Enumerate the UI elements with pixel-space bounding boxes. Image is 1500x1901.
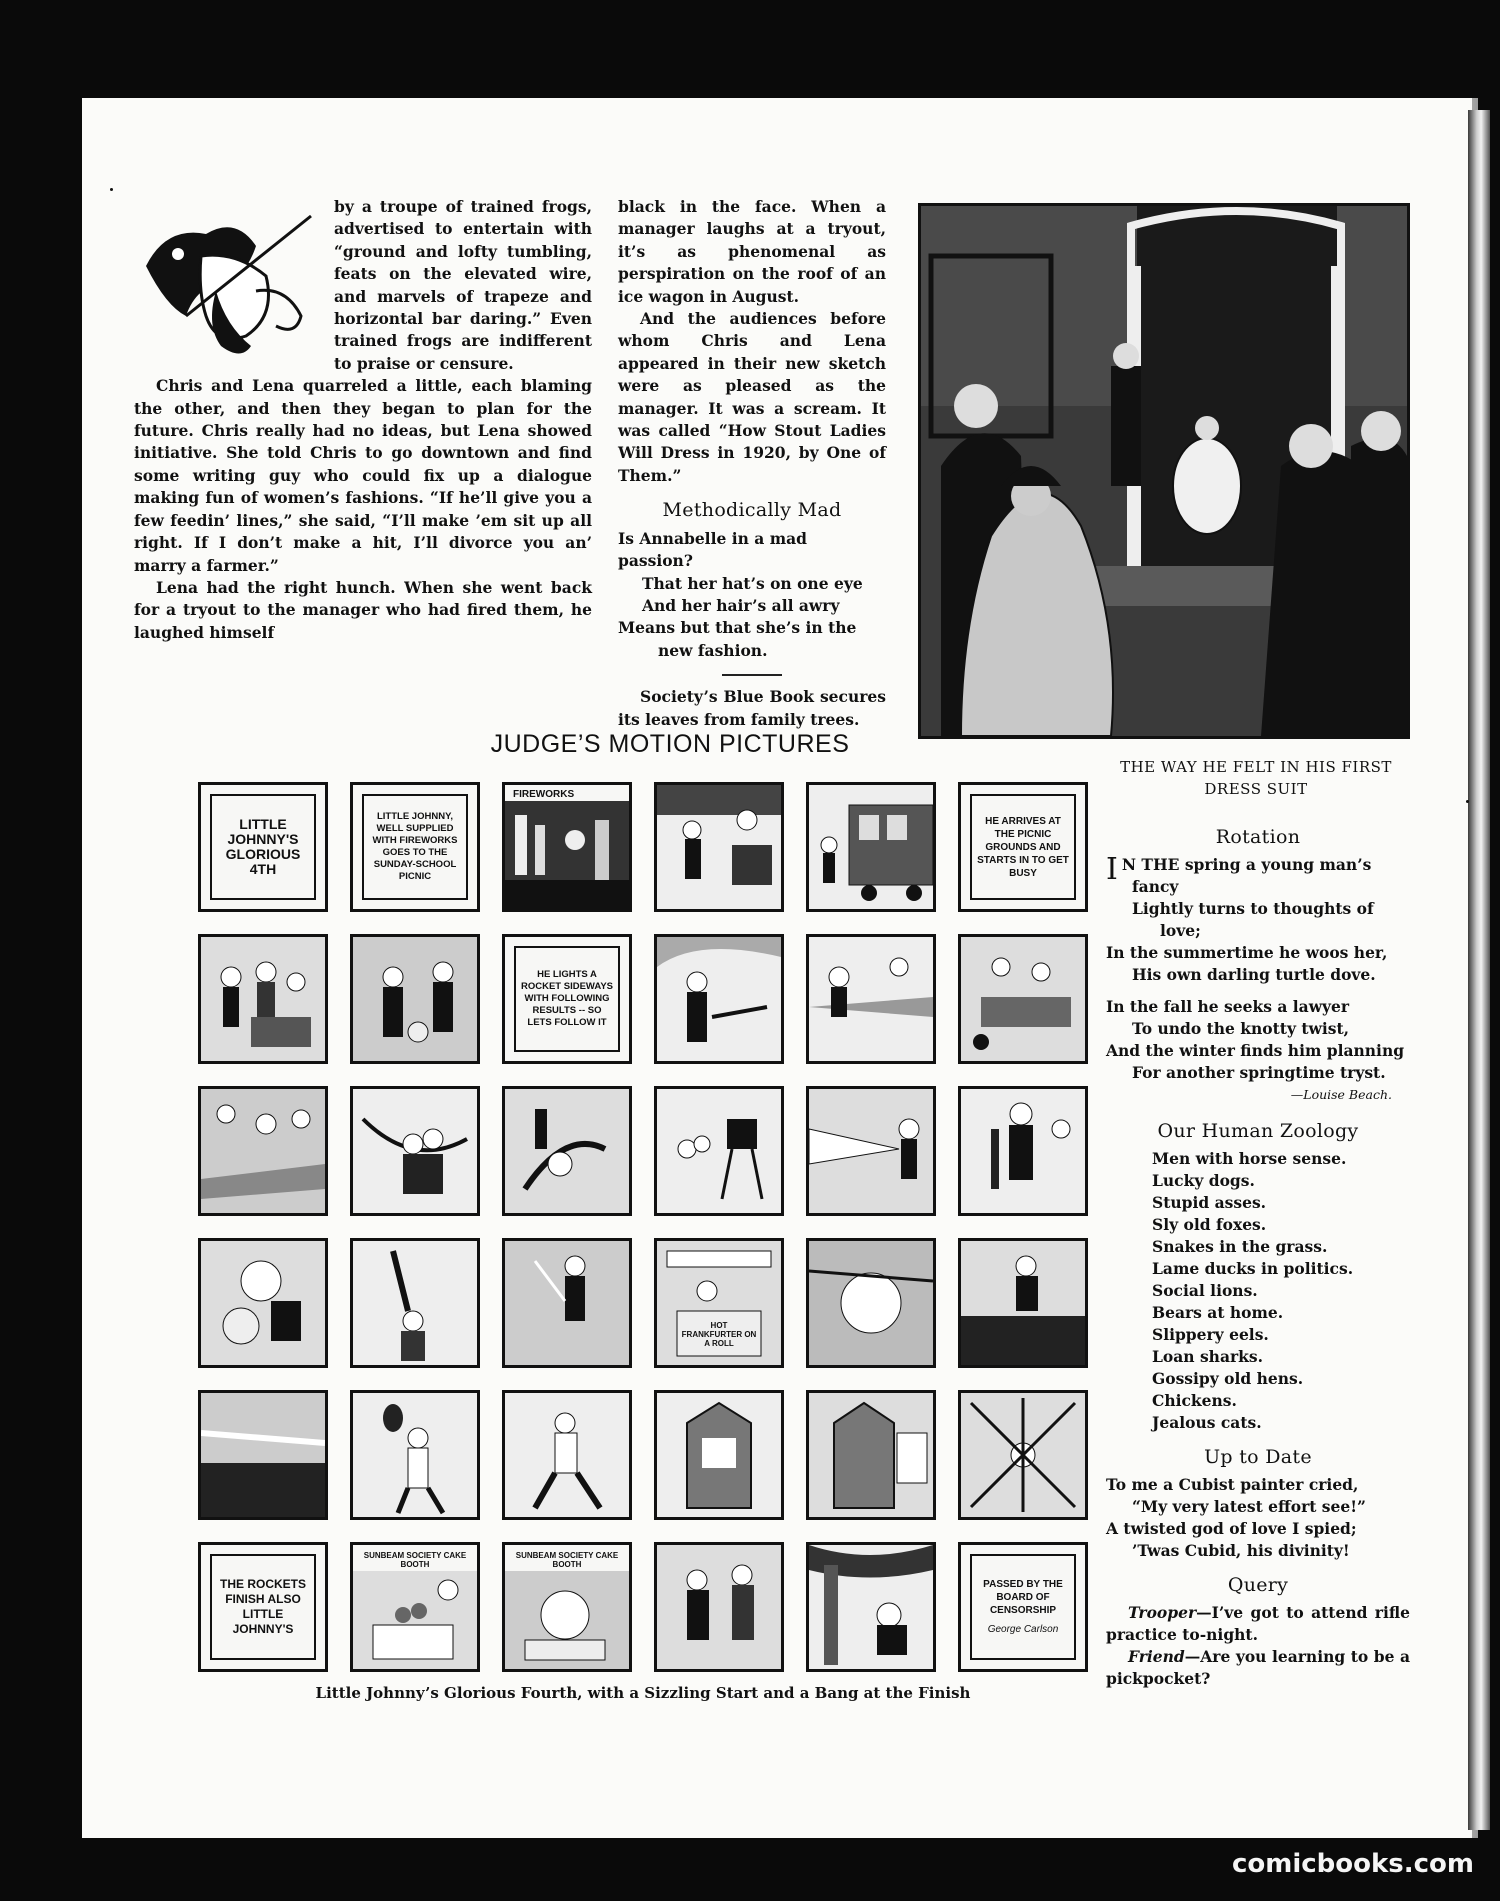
panel-caption-text: THE ROCKETS FINISH ALSO LITTLE JOHNNY'S <box>210 1554 316 1660</box>
methodically-mad-poem <box>618 528 886 662</box>
comic-panel-rocket-flight <box>806 934 936 1064</box>
comic-panel-caption-card <box>350 782 480 912</box>
list-item: Chickens. <box>1152 1391 1237 1410</box>
list-item: Social lions. <box>1152 1281 1258 1300</box>
section-divider <box>722 674 782 676</box>
comic-panel-rocket-girl <box>350 1238 480 1368</box>
comic-panel-outhouse-sign <box>806 1390 936 1520</box>
dress-suit-illustration <box>918 203 1410 739</box>
censorship-text: PASSED BY THE BOARD OF CENSORSHIP <box>983 1579 1063 1616</box>
comic-panel-lighting-rocket <box>654 934 784 1064</box>
comic-panel-cake-booth <box>350 1542 480 1672</box>
list-item: Slippery eels. <box>1152 1325 1269 1344</box>
comic-panel-photographer <box>654 1086 784 1216</box>
poem-line: And her hair’s all awry <box>642 595 840 615</box>
comic-panel-smoke <box>198 1238 328 1368</box>
poem-line: Is Annabelle in a mad passion? <box>618 528 807 571</box>
poem-line: ’Twas Cubid, his divinity! <box>1132 1541 1350 1560</box>
list-item: Lucky dogs. <box>1152 1171 1255 1190</box>
speaker-name: Trooper <box>1128 1603 1197 1622</box>
comic-panel-upended <box>502 1086 632 1216</box>
list-item: Lame ducks in politics. <box>1152 1259 1354 1278</box>
query-joke <box>1106 1602 1410 1690</box>
comic-panel-caption-card <box>502 934 632 1064</box>
comic-panel-chaos <box>198 1086 328 1216</box>
story-column-2 <box>618 196 886 731</box>
list-item: Snakes in the grass. <box>1152 1237 1328 1256</box>
comic-panel-crowd <box>958 1238 1088 1368</box>
list-item: Loan sharks. <box>1152 1347 1264 1366</box>
poem-line: Lightly turns to thoughts of <box>1132 899 1374 918</box>
panel-sign-text: SUNBEAM SOCIETY CAKE BOOTH <box>363 1551 467 1569</box>
comic-panel-blast <box>806 1086 936 1216</box>
comic-panel-sky-burst <box>958 1390 1088 1520</box>
comic-panel-caption-card <box>198 1542 328 1672</box>
methodically-mad-title: Methodically Mad <box>662 499 842 522</box>
poem-line: fancy <box>1132 877 1179 896</box>
drop-cap: I <box>1106 852 1118 887</box>
comic-panel-title-card <box>198 782 328 912</box>
dialogue-line: —I’ve got to attend rifle practice to-night. <box>1106 1603 1410 1644</box>
blue-book-joke: Society’s Blue Book secures its leaves from family trees. <box>618 687 886 729</box>
site-watermark: comicbooks.com <box>1231 1849 1474 1879</box>
comic-panel-crowd-flee <box>198 1390 328 1520</box>
poem-line: To me a Cubist painter cried, <box>1106 1475 1359 1494</box>
story-paragraph: by a troupe of trained frogs, advertised to entertain with “ground and lofty tumbling, feats on the elevated wire, and marvels of trapeze and horizontal bar daring.” Even trained frogs are indifferent to praise or censure. <box>134 196 592 375</box>
comic-panel-tennis <box>350 1390 480 1520</box>
panel-sign-text: SUNBEAM SOCIETY CAKE BOOTH <box>515 1551 619 1569</box>
poem-line: To undo the knotty twist, <box>1132 1019 1350 1038</box>
motion-pictures-title: JUDGE’S MOTION PICTURES <box>490 730 850 758</box>
comic-panel-fireworks-shop <box>502 782 632 912</box>
panel-caption-text <box>970 1554 1076 1660</box>
up-to-date-title: Up to Date <box>1204 1446 1312 1468</box>
poem-line: And the winter finds him planning <box>1106 1041 1405 1060</box>
comic-panel-picnic <box>350 934 480 1064</box>
query-title: Query <box>1227 1574 1289 1596</box>
motion-pictures-caption: Little Johnny’s Glorious Fourth, with a Sizzling Start and a Bang at the Finish <box>315 1684 971 1702</box>
poem-line: His own darling turtle dove. <box>1132 965 1376 984</box>
story-column-1 <box>134 196 592 644</box>
poem-line: A twisted god of love I spied; <box>1106 1519 1357 1538</box>
list-item: Men with horse sense. <box>1152 1149 1347 1168</box>
comic-panel-caption-card <box>958 782 1088 912</box>
poem-line: N THE spring a young man’s <box>1121 855 1372 874</box>
illustration-caption: THE WAY HE FELT IN HIS FIRST DRESS SUIT <box>1120 758 1392 798</box>
speaker-name: Friend <box>1128 1647 1185 1666</box>
comic-panel-hammock <box>350 1086 480 1216</box>
panel-caption-text: HE LIGHTS A ROCKET SIDEWAYS WITH FOLLOWING RESULTS -- SO LETS FOLLOW IT <box>514 946 620 1052</box>
comic-panel-explosion <box>806 1238 936 1368</box>
dialogue-line: —Are you learning to be a pickpocket? <box>1106 1647 1410 1688</box>
story-paragraph: And the audiences before whom Chris and Lena appeared in their new sketch were as pleased as the manager. It was a scream. It was called “How Stout Ladies Will Dress in 1920, by One of Them.” <box>618 309 886 485</box>
poem-line: That her hat’s on one eye <box>642 573 863 593</box>
comic-panel-frankfurter-stand <box>654 1238 784 1368</box>
comic-panel-outhouse <box>654 1390 784 1520</box>
comic-panel-falling <box>502 1238 632 1368</box>
comic-panel-censorship-card <box>958 1542 1088 1672</box>
binding-spine <box>1468 110 1490 1830</box>
story-paragraph: Chris and Lena quarreled a little, each blaming the other, and then they began to plan for the future. Chris really had no ideas, but Lena showed initiative. She told Chris to go downtown and find some writing guy who could fix up a dialogue making fun of women’s fashions. “If he’ll give you a few feedin’ lines,” she said, “I’ll make ’em sit up all right. If I don’t make a hit, I’ll divorce you an’ marry a farmer.” <box>134 376 592 575</box>
panel-caption-text: HE ARRIVES AT THE PICNIC GROUNDS AND STARTS IN TO GET BUSY <box>970 794 1076 900</box>
poem-line: In the summertime he woos her, <box>1106 943 1388 962</box>
rotation-poem <box>1106 854 1410 1106</box>
frog-violin-illustration <box>126 196 326 366</box>
artist-signature: George Carlson <box>987 1624 1059 1635</box>
comic-panel-trolley <box>806 782 936 912</box>
poem-line: new fashion. <box>658 640 768 660</box>
comic-panel-grid <box>198 782 1088 1675</box>
comic-panel-picnic <box>198 934 328 1064</box>
comic-panel-running <box>502 1390 632 1520</box>
zoology-title: Our Human Zoology <box>1157 1120 1359 1142</box>
zoology-list <box>1106 1148 1410 1434</box>
list-item: Sly old foxes. <box>1152 1215 1267 1234</box>
poem-author: —Louise Beach. <box>1290 1087 1392 1102</box>
comic-panel-crowd-picnic <box>958 934 1088 1064</box>
story-paragraph: Lena had the right hunch. When she went back for a tryout to the manager who had fired them, he laughed himself <box>134 577 592 642</box>
panel-sign-text: HOT FRANKFURTER ON A ROLL <box>681 1321 757 1348</box>
up-to-date-poem <box>1106 1474 1410 1562</box>
poem-line: In the fall he seeks a lawyer <box>1106 997 1350 1016</box>
poem-line: “My very latest effort see!” <box>1132 1497 1366 1516</box>
comic-panel-cake-booth-explosion <box>502 1542 632 1672</box>
list-item: Stupid asses. <box>1152 1193 1267 1212</box>
list-item: Bears at home. <box>1152 1303 1284 1322</box>
poem-line: love; <box>1160 921 1201 940</box>
poem-line: Means but that she’s in the <box>618 618 857 638</box>
rotation-title: Rotation <box>1215 826 1301 848</box>
story-paragraph: black in the face. When a manager laughs at a tryout, it’s as phenomenal as perspiration on the roof of an ice wagon in August. <box>618 197 886 306</box>
comic-panel-policeman <box>958 1086 1088 1216</box>
poem-line: For another springtime tryst. <box>1132 1063 1386 1082</box>
list-item: Gossipy old hens. <box>1152 1369 1304 1388</box>
panel-caption-text: LITTLE JOHNNY'S GLORIOUS 4TH <box>210 794 316 900</box>
comic-panel-arrest <box>654 1542 784 1672</box>
sidebar-poems <box>1106 816 1410 1690</box>
comic-panel-buying <box>654 782 784 912</box>
comic-panel-tree-fall <box>806 1542 936 1672</box>
panel-caption-text: LITTLE JOHNNY, WELL SUPPLIED WITH FIREWORKS GOES TO THE SUNDAY-SCHOOL PICNIC <box>362 794 468 900</box>
panel-sign-text: FIREWORKS <box>513 789 575 800</box>
list-item: Jealous cats. <box>1152 1413 1262 1432</box>
